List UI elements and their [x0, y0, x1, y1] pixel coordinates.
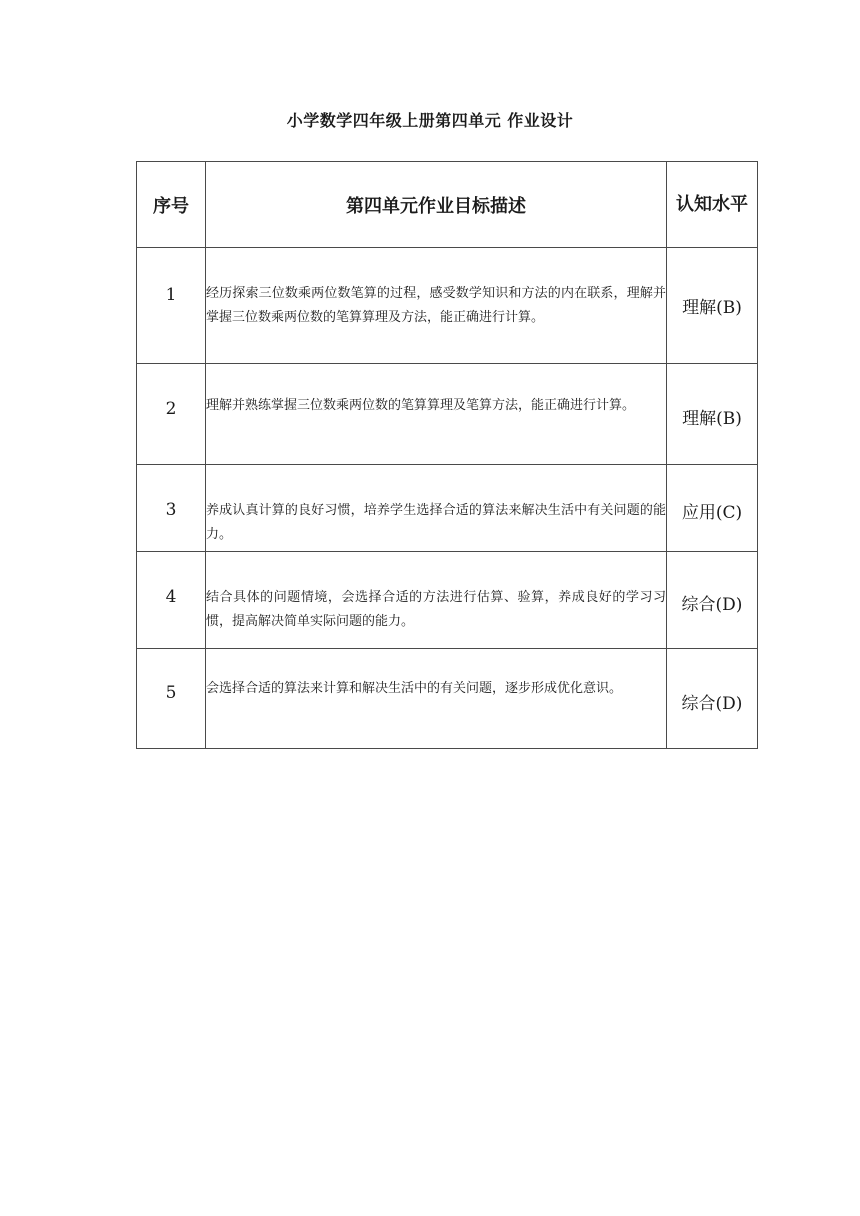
- row-number: 3: [137, 465, 206, 552]
- table-row: [137, 649, 758, 749]
- row-description: 经历探索三位数乘两位数笔算的过程，感受数学知识和方法的内在联系，理解并掌握三位数乘两位数的笔算算理及方法，能正确进行计算。: [206, 248, 667, 364]
- table-row: [137, 552, 758, 649]
- row-description: 结合具体的问题情境，会选择合适的方法进行估算、验算，养成良好的学习习惯，提高解决简单实际问题的能力。: [206, 552, 667, 649]
- row-number: 1: [137, 248, 206, 364]
- goals-table: [136, 161, 758, 749]
- row-level: 应用(C): [667, 465, 758, 552]
- row-level: 理解(B): [667, 364, 758, 465]
- header-number: 序号: [137, 162, 206, 248]
- table-header-row: [137, 162, 758, 248]
- row-number: 4: [137, 552, 206, 649]
- header-description: 第四单元作业目标描述: [206, 162, 667, 248]
- row-description: 会选择合适的算法来计算和解决生活中的有关问题，逐步形成优化意识。: [206, 649, 667, 749]
- row-number: 2: [137, 364, 206, 465]
- table-row: [137, 364, 758, 465]
- row-number: 5: [137, 649, 206, 749]
- row-level: 综合(D): [667, 552, 758, 649]
- row-description: 养成认真计算的良好习惯，培养学生选择合适的算法来解决生活中有关问题的能力。: [206, 465, 667, 552]
- header-level: 认知水平: [667, 162, 758, 248]
- row-level: 理解(B): [667, 248, 758, 364]
- row-level: 综合(D): [667, 649, 758, 749]
- table-row: [137, 248, 758, 364]
- row-description: 理解并熟练掌握三位数乘两位数的笔算算理及笔算方法，能正确进行计算。: [206, 364, 667, 465]
- page-title: 小学数学四年级上册第四单元 作业设计: [286, 111, 574, 130]
- table-row: [137, 465, 758, 552]
